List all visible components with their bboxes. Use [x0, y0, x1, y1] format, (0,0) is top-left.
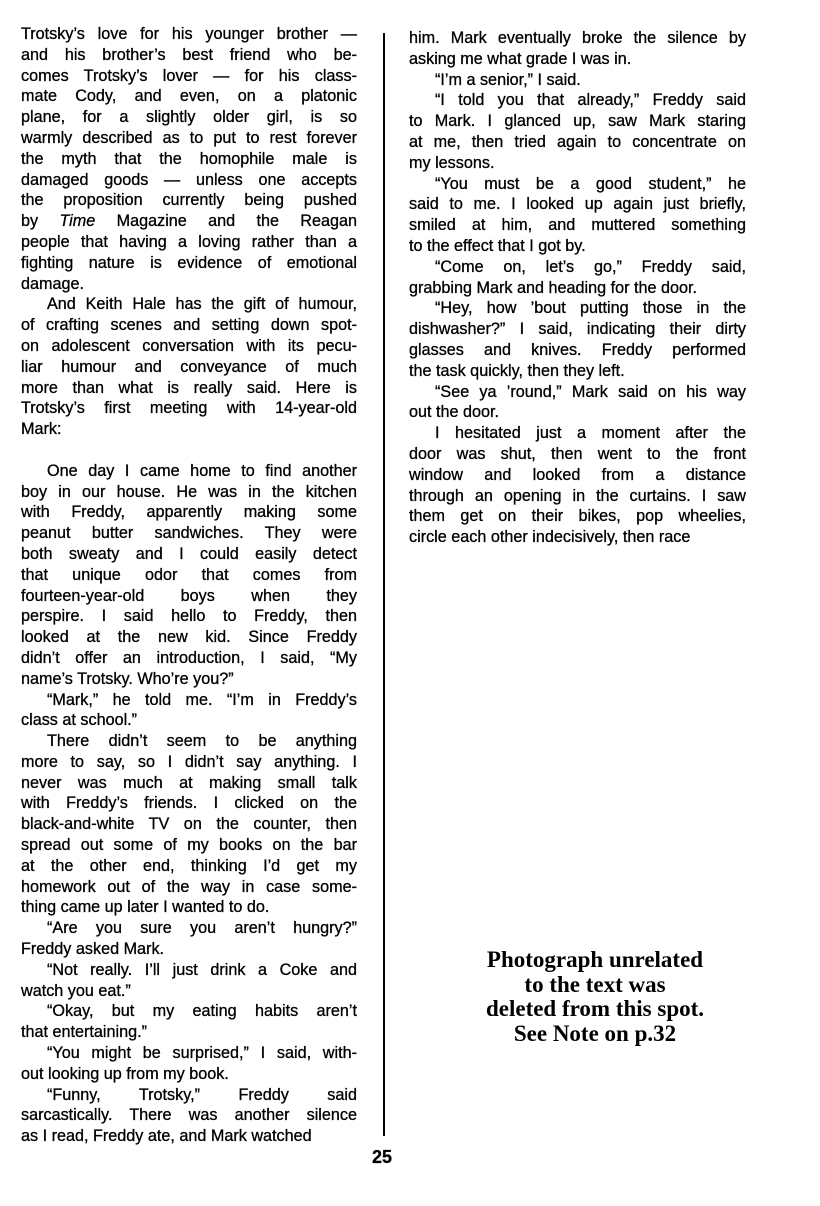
text-line: spread out some of my books on the bar — [21, 836, 357, 855]
text-line: black-and-white TV on the counter, then — [21, 815, 357, 834]
photo-deletion-note — [425, 948, 765, 1046]
text-line: “Okay, but my eating habits aren’t — [47, 1002, 357, 1021]
text-line: at me, then tried again to concentrate on — [409, 132, 746, 151]
text-line: liar humour and conveyance of much — [21, 357, 357, 376]
text-line: on adolescent conversation with its pecu- — [21, 336, 357, 355]
text-line: window and looked from a distance — [409, 465, 746, 484]
paragraph — [21, 731, 357, 918]
text-line: “I told you that already,” Freddy said — [435, 91, 746, 110]
text-line: mate Cody, and even, on a platonic — [21, 87, 357, 106]
page-number: 25 — [371, 1147, 393, 1167]
text-line: And Keith Hale has the gift of humour, — [47, 295, 357, 314]
paragraph — [409, 298, 746, 381]
paragraph — [21, 294, 357, 440]
note-line: to the text was — [524, 971, 666, 997]
text-segment: Magazine and the Reagan — [95, 212, 357, 231]
paragraph — [21, 1043, 357, 1085]
note-line: deleted from this spot. — [485, 996, 705, 1022]
text-line: the task quickly, then they left. — [409, 361, 625, 380]
text-line: perspire. I said hello to Freddy, then — [21, 607, 357, 626]
text-line: door was shut, then went to the front — [409, 444, 746, 463]
text-line: my lessons. — [409, 153, 495, 172]
text-line: them get on their bikes, pop wheelies, — [409, 507, 746, 526]
text-line: grabbing Mark and heading for the door. — [409, 278, 697, 297]
text-line: out the door. — [409, 403, 500, 422]
paragraph — [21, 1085, 357, 1147]
text-line: One day I came home to find another — [47, 461, 357, 480]
text-line: “Hey, how ’bout putting those in the — [435, 299, 746, 318]
italic-text: Time — [59, 212, 96, 231]
text-line: to the effect that I got by. — [409, 236, 586, 255]
text-line: There didn’t seem to be anything — [47, 732, 357, 751]
text-line: plane, for a slightly older girl, is so — [21, 108, 357, 127]
text-line: asking me what grade I was in. — [409, 49, 632, 68]
text-line: comes Trotsky’s lover — for his class- — [21, 66, 357, 85]
text-line: said to me. I looked up again just briefly, — [409, 195, 746, 214]
text-line: looked at the new kid. Since Freddy — [21, 628, 357, 647]
text-line: fighting nature is evidence of emotional — [21, 253, 357, 272]
paragraph — [409, 423, 746, 548]
text-line: Mark: — [21, 420, 62, 439]
text-line: through an opening in the curtains. I saw — [409, 486, 746, 505]
text-line: that entertaining.” — [21, 1023, 147, 1042]
text-line: “Come on, let’s go,” Freddy said, — [435, 257, 746, 276]
text-line: to Mark. I glanced up, saw Mark staring — [409, 112, 746, 131]
text-line: glasses and knives. Freddy performed — [409, 340, 746, 359]
text-line: the myth that the homophile male is — [21, 149, 357, 168]
text-line: “You must be a good student,” he — [435, 174, 746, 193]
text-line: “Mark,” he told me. “I’m in Freddy’s — [47, 690, 357, 709]
text-line: with Freddy, apparently making some — [21, 503, 357, 522]
text-line: “Are you sure you aren’t hungry?” — [47, 919, 357, 938]
text-line: “See ya ’round,” Mark said on his way — [435, 382, 746, 401]
text-line: people that having a loving rather than a — [21, 232, 357, 251]
text-line: circle each other indecisively, then race — [409, 528, 691, 547]
text-line: at the other end, thinking I’d get my — [21, 856, 357, 875]
right-column — [409, 24, 746, 548]
paragraph — [21, 24, 357, 294]
text-line: the proposition currently being pushed — [21, 191, 357, 210]
text-line: Freddy asked Mark. — [21, 940, 165, 959]
blank-line — [21, 440, 357, 461]
paragraph — [21, 1001, 357, 1043]
text-line: smiled at him, and muttered something — [409, 216, 746, 235]
text-line: that unique odor that comes from — [21, 565, 357, 584]
text-line: “I’m a senior,” I said. — [435, 70, 581, 89]
text-line: of crafting scenes and setting down spot- — [21, 316, 357, 335]
column-divider-rule — [383, 33, 385, 1136]
paragraph — [409, 90, 746, 173]
note-line: See Note on p.32 — [513, 1020, 677, 1046]
text-line: name’s Trotsky. Who’re you?” — [21, 669, 234, 688]
text-line: class at school.” — [21, 711, 138, 730]
text-line: “Not really. I’ll just drink a Coke and — [47, 960, 357, 979]
text-line: thing came up later I wanted to do. — [21, 898, 270, 917]
paragraph — [409, 28, 746, 70]
text-line: “You might be surprised,” I said, with- — [47, 1044, 357, 1063]
paragraph — [409, 257, 746, 299]
text-line: with Freddy’s friends. I clicked on the — [21, 794, 357, 813]
text-line: peanut butter sandwiches. They were — [21, 524, 357, 543]
text-line: more than what is really said. Here is — [21, 378, 357, 397]
text-line: damaged goods — unless one accepts — [21, 170, 357, 189]
text-line — [21, 211, 357, 232]
paragraph — [409, 70, 746, 91]
text-line: homework out of the way in case some- — [21, 877, 357, 896]
left-column — [21, 24, 357, 1147]
text-line: him. Mark eventually broke the silence by — [409, 29, 746, 47]
text-line: “Funny, Trotsky,” Freddy said — [47, 1085, 357, 1104]
paragraph — [21, 918, 357, 960]
text-line: sarcastically. There was another silence — [21, 1106, 357, 1125]
text-line: Trotsky’s love for his younger brother — — [21, 25, 357, 43]
text-line: never was much at making small talk — [21, 773, 357, 792]
text-line: as I read, Freddy ate, and Mark watched — [21, 1127, 312, 1146]
text-line: dishwasher?” I said, indicating their dirty — [409, 320, 746, 339]
text-line: damage. — [21, 274, 84, 293]
paragraph — [409, 382, 746, 424]
text-line: watch you eat.” — [21, 981, 131, 1000]
note-line: Photograph unrelated — [486, 947, 704, 972]
text-line: more to say, so I didn’t say anything. I — [21, 752, 357, 771]
paragraph — [21, 960, 357, 1002]
text-line: warmly described as to put to rest forever — [21, 128, 357, 147]
text-line: I hesitated just a moment after the — [435, 424, 746, 443]
paragraph — [21, 690, 357, 732]
text-line: fourteen-year-old boys when they — [21, 586, 357, 605]
paragraph — [21, 461, 357, 690]
text-line: boy in our house. He was in the kitchen — [21, 482, 357, 501]
text-line: both sweaty and I could easily detect — [21, 544, 357, 563]
text-line: and his brother’s best friend who be- — [21, 45, 357, 64]
text-line: didn’t offer an introduction, I said, “My — [21, 648, 357, 667]
text-line: out looking up from my book. — [21, 1064, 229, 1083]
paragraph — [409, 174, 746, 257]
text-segment: by — [21, 212, 60, 231]
text-line: Trotsky’s first meeting with 14-year-old — [21, 399, 357, 418]
